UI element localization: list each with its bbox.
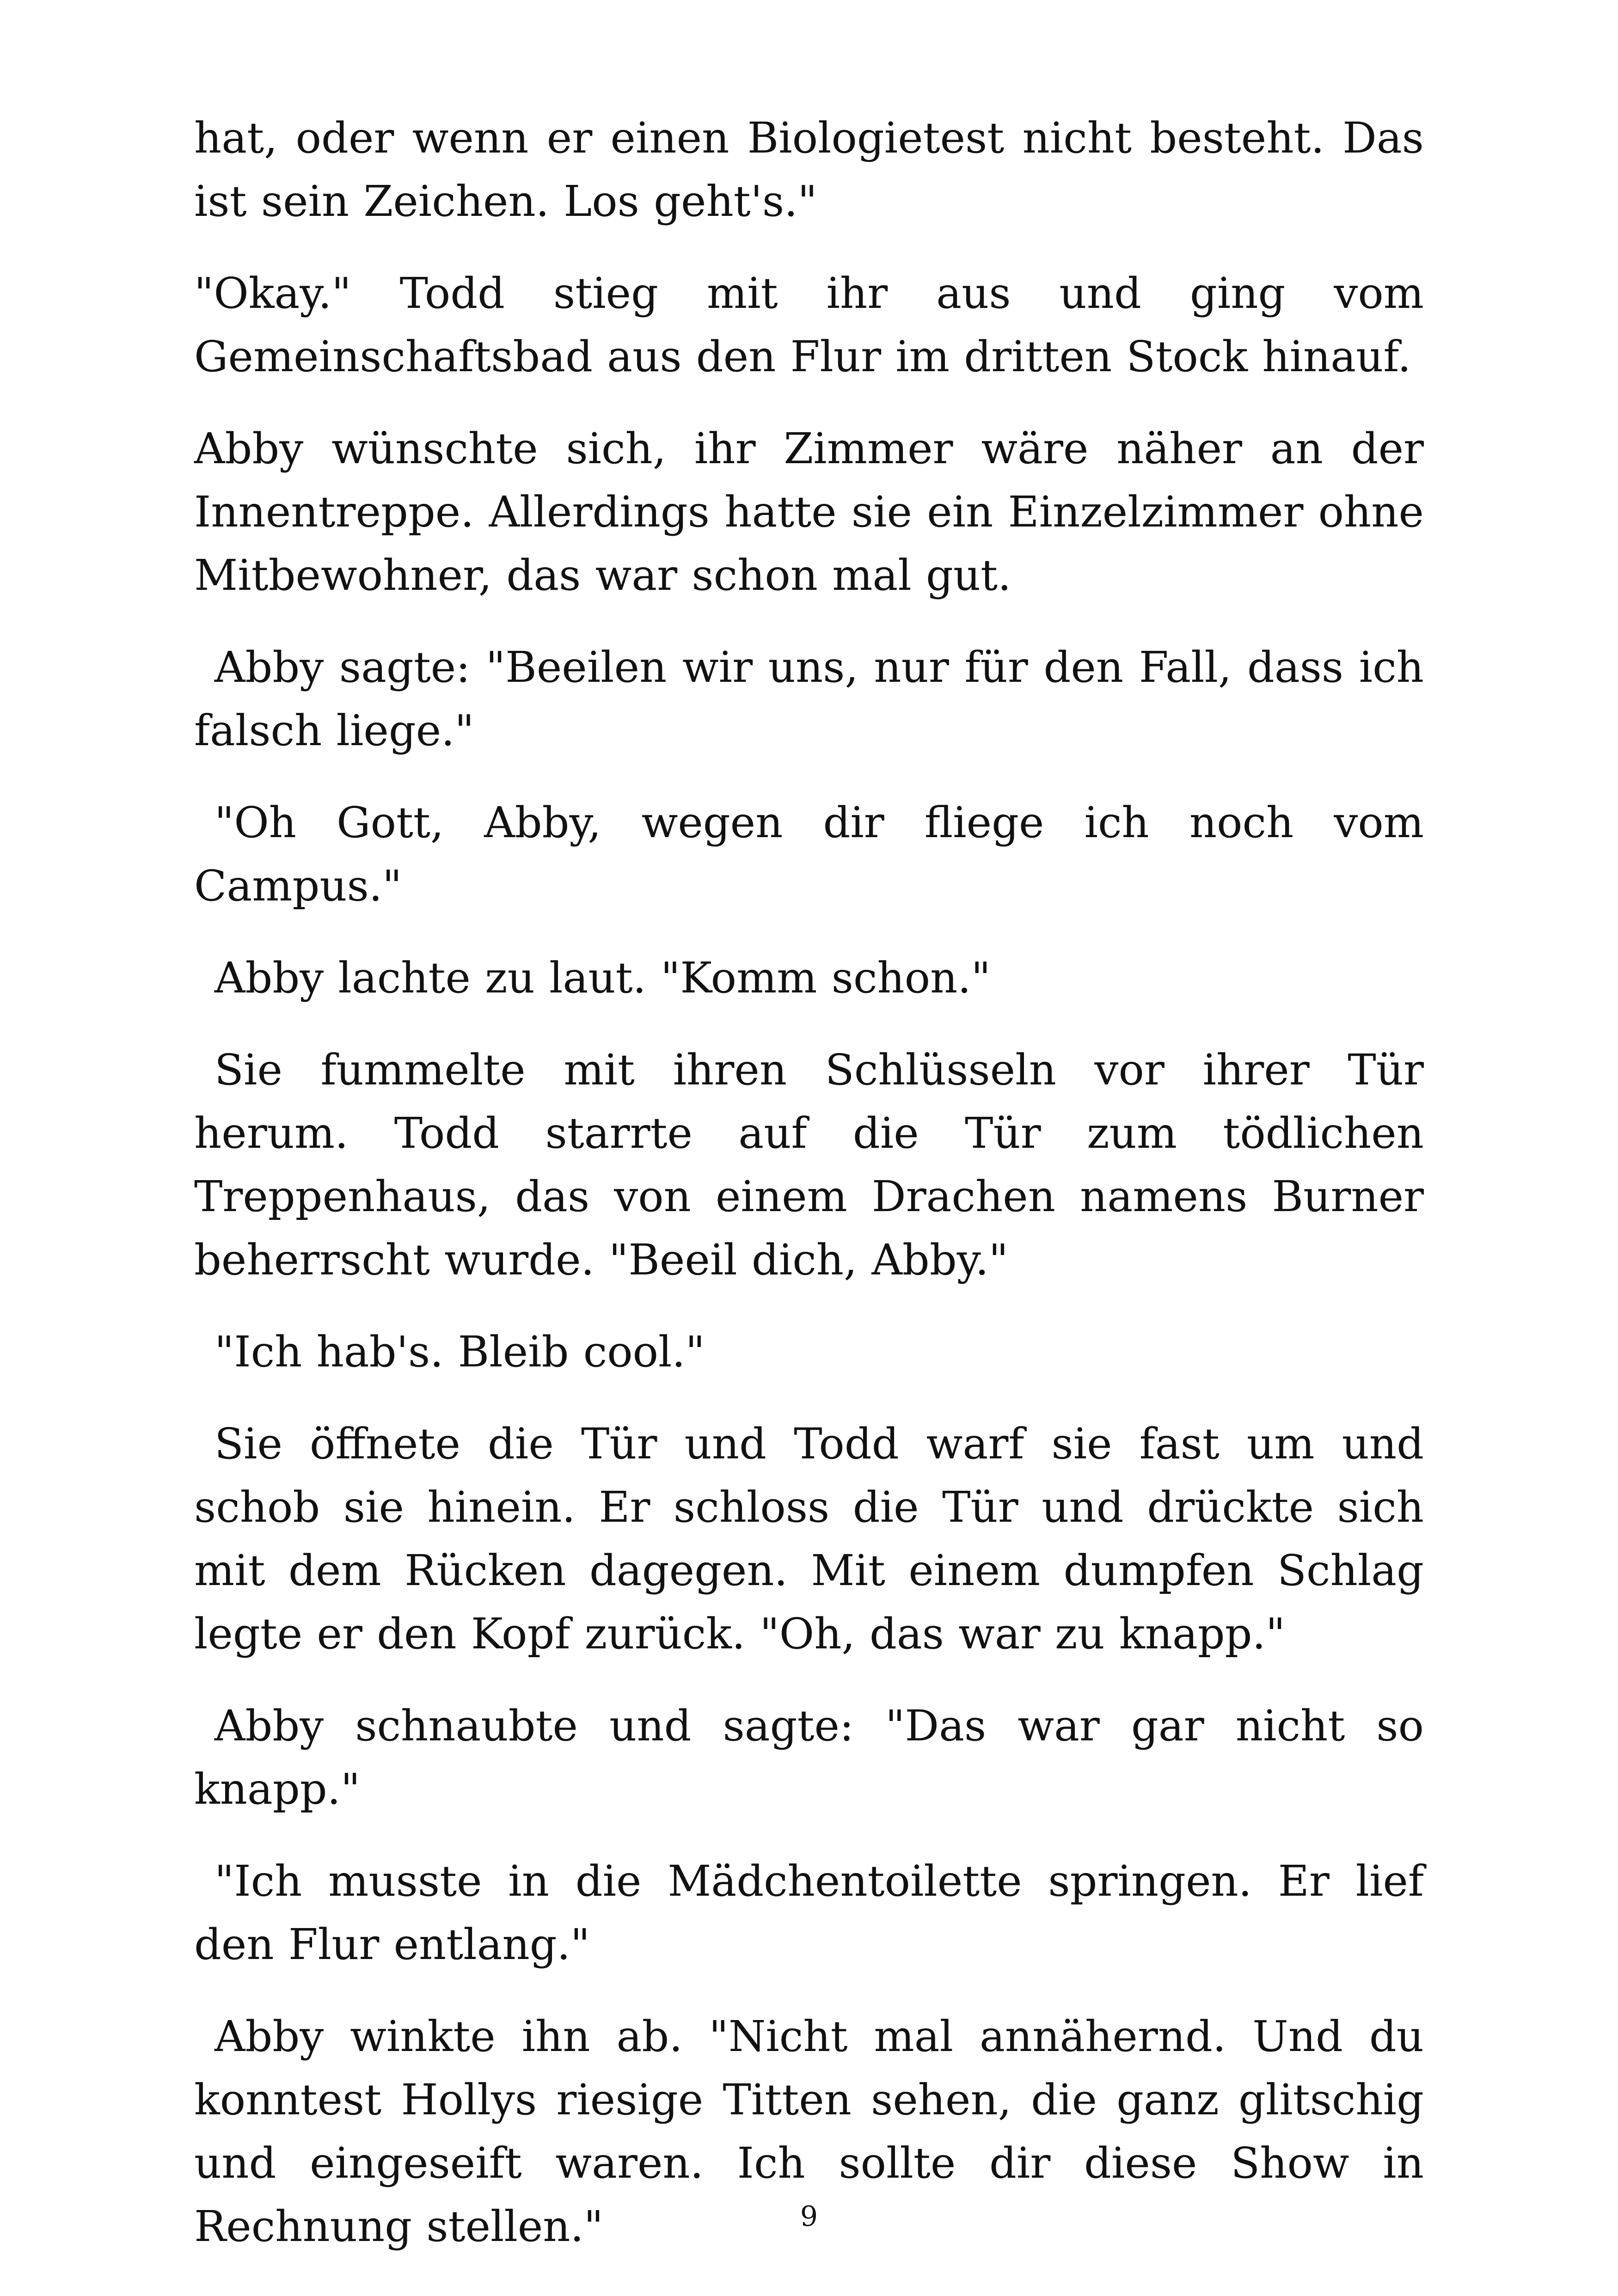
paragraph: Abby schnaubte und sagte: "Das war gar nicht so knapp."	[194, 1701, 1424, 1814]
paragraph: Abby sagte: "Beeilen wir uns, nur für den Fall, dass ich falsch liege."	[194, 643, 1424, 755]
page-body	[194, 106, 1424, 2287]
paragraph: "Okay." Todd stieg mit ihr aus und ging vom Gemeinschaftsbad aus den Flur im dritten Stock hinauf.	[194, 269, 1424, 381]
paragraph: "Ich musste in die Mädchentoilette springen. Er lief den Flur entlang."	[194, 1856, 1424, 1969]
paragraph: Sie öffnete die Tür und Todd warf sie fast um und schob sie hinein. Er schloss die Tür und drückte sich mit dem Rücken dagegen. Mit einem dumpfen Schlag legte er den Kopf zurück. "Oh, das war zu knapp."	[194, 1419, 1424, 1659]
page-number: 9	[800, 2200, 818, 2233]
paragraph: Abby lachte zu laut. "Komm schon."	[215, 953, 991, 1003]
paragraph: Abby winkte ihn ab. "Nicht mal annähernd. Und du konntest Hollys riesige Titten sehen, die ganz glitschig und eingeseift waren. Ich sollte dir diese Show in Rechnung stellen."	[194, 2012, 1424, 2251]
paragraph: hat, oder wenn er einen Biologietest nicht besteht. Das ist sein Zeichen. Los geht's."	[194, 113, 1424, 226]
paragraph: Abby wünschte sich, ihr Zimmer wäre näher an der Innentreppe. Allerdings hatte sie ein Einzelzimmer ohne Mitbewohner, das war schon mal gut.	[194, 424, 1424, 600]
paragraph: "Oh Gott, Abby, wegen dir fliege ich noch vom Campus."	[194, 798, 1424, 911]
paragraph: Sie fummelte mit ihren Schlüsseln vor ihrer Tür herum. Todd starrte auf die Tür zum tödlichen Treppenhaus, das von einem Drachen namens Burner beherrscht wurde. "Beeil dich, Abby."	[194, 1045, 1424, 1285]
paragraph: "Ich hab's. Bleib cool."	[215, 1327, 705, 1377]
